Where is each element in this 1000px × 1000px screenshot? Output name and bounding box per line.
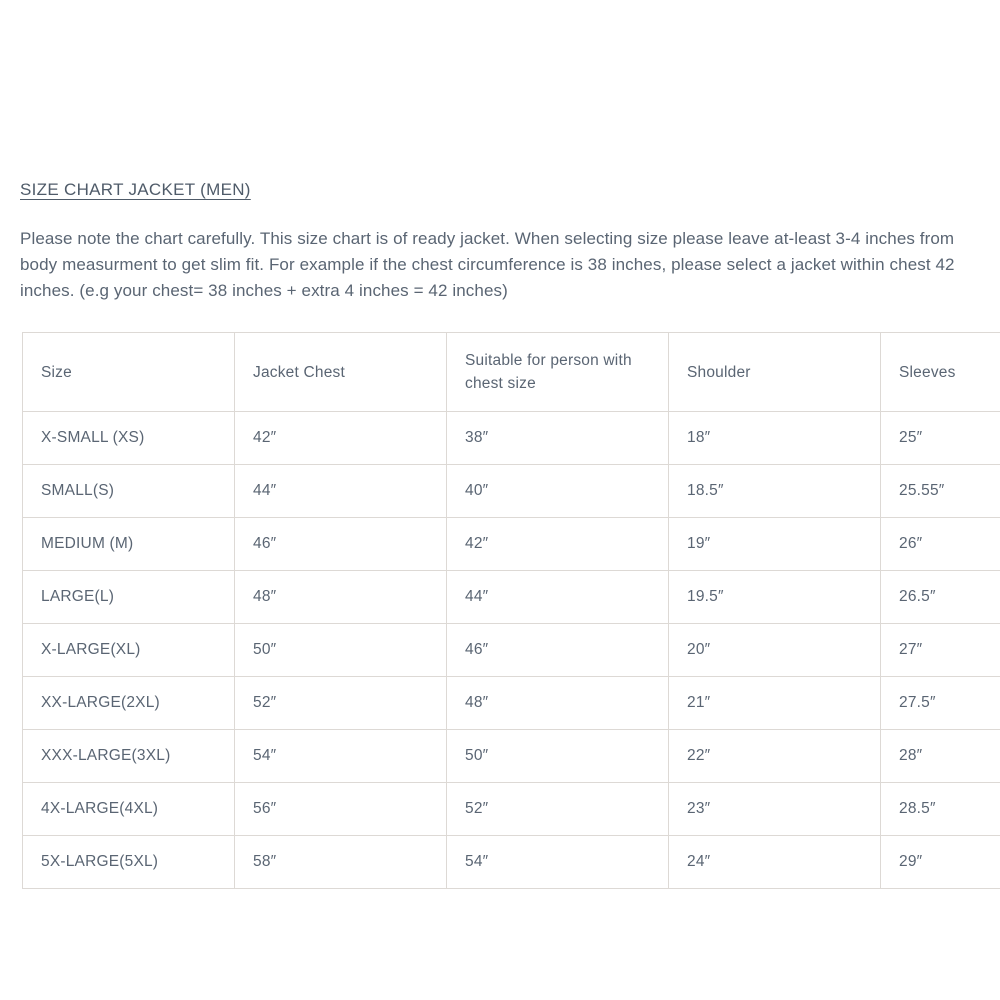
- cell-shoulder: 24″: [669, 836, 881, 889]
- cell-suitable-chest: 48″: [447, 677, 669, 730]
- cell-shoulder: 22″: [669, 730, 881, 783]
- cell-suitable-chest: 38″: [447, 412, 669, 465]
- table-row: [23, 412, 1000, 465]
- cell-size: 4X-LARGE(4XL): [23, 783, 235, 836]
- cell-shoulder: 21″: [669, 677, 881, 730]
- table-row: [23, 571, 1000, 624]
- cell-suitable-chest: 46″: [447, 624, 669, 677]
- cell-sleeves: 27.5″: [881, 677, 1000, 730]
- cell-sleeves: 29″: [881, 836, 1000, 889]
- cell-jacket-chest: 44″: [235, 465, 447, 518]
- cell-suitable-chest: 40″: [447, 465, 669, 518]
- cell-shoulder: 23″: [669, 783, 881, 836]
- cell-sleeves: 25″: [881, 412, 1000, 465]
- cell-suitable-chest: 44″: [447, 571, 669, 624]
- cell-suitable-chest: 52″: [447, 783, 669, 836]
- cell-suitable-chest: 42″: [447, 518, 669, 571]
- cell-suitable-chest: 50″: [447, 730, 669, 783]
- column-header-size: Size: [23, 333, 235, 412]
- cell-sleeves: 28″: [881, 730, 1000, 783]
- cell-jacket-chest: 58″: [235, 836, 447, 889]
- cell-size: MEDIUM (M): [23, 518, 235, 571]
- cell-sleeves: 26.5″: [881, 571, 1000, 624]
- cell-jacket-chest: 54″: [235, 730, 447, 783]
- table-row: [23, 730, 1000, 783]
- cell-jacket-chest: 56″: [235, 783, 447, 836]
- intro-paragraph: Please note the chart carefully. This size chart is of ready jacket. When selecting size please leave at-least 3-4 inches from body measurment to get slim fit. For example if the chest circumference is 38 inches, please select a jacket within chest 42 inches. (e.g your chest= 38 inches + extra 4 inches = 42 inches): [20, 229, 955, 300]
- cell-sleeves: 25.55″: [881, 465, 1000, 518]
- size-chart-table: [22, 332, 1000, 889]
- table-header-row: [23, 333, 1000, 412]
- cell-shoulder: 18″: [669, 412, 881, 465]
- cell-shoulder: 19.5″: [669, 571, 881, 624]
- cell-size: XXX-LARGE(3XL): [23, 730, 235, 783]
- cell-shoulder: 19″: [669, 518, 881, 571]
- column-header-jacket-chest: Jacket Chest: [235, 333, 447, 412]
- cell-size: X-LARGE(XL): [23, 624, 235, 677]
- cell-suitable-chest: 54″: [447, 836, 669, 889]
- table-row: [23, 836, 1000, 889]
- cell-jacket-chest: 42″: [235, 412, 447, 465]
- column-header-suitable-chest-size: Suitable for person with chest size: [447, 333, 669, 412]
- cell-jacket-chest: 48″: [235, 571, 447, 624]
- column-header-sleeves: Sleeves: [881, 333, 1000, 412]
- cell-sleeves: 27″: [881, 624, 1000, 677]
- cell-shoulder: 18.5″: [669, 465, 881, 518]
- cell-jacket-chest: 46″: [235, 518, 447, 571]
- table-row: [23, 783, 1000, 836]
- cell-sleeves: 26″: [881, 518, 1000, 571]
- cell-size: X-SMALL (XS): [23, 412, 235, 465]
- table-header: [23, 333, 1000, 412]
- cell-size: 5X-LARGE(5XL): [23, 836, 235, 889]
- table-row: [23, 624, 1000, 677]
- cell-size: LARGE(L): [23, 571, 235, 624]
- table-row: [23, 518, 1000, 571]
- table-row: [23, 677, 1000, 730]
- table-body: [23, 412, 1000, 889]
- cell-jacket-chest: 50″: [235, 624, 447, 677]
- cell-size: XX-LARGE(2XL): [23, 677, 235, 730]
- table-row: [23, 465, 1000, 518]
- size-chart-document: [18, 180, 1000, 889]
- page-title: SIZE CHART JACKET (MEN): [20, 180, 251, 199]
- cell-jacket-chest: 52″: [235, 677, 447, 730]
- cell-shoulder: 20″: [669, 624, 881, 677]
- cell-sleeves: 28.5″: [881, 783, 1000, 836]
- column-header-shoulder: Shoulder: [669, 333, 881, 412]
- cell-size: SMALL(S): [23, 465, 235, 518]
